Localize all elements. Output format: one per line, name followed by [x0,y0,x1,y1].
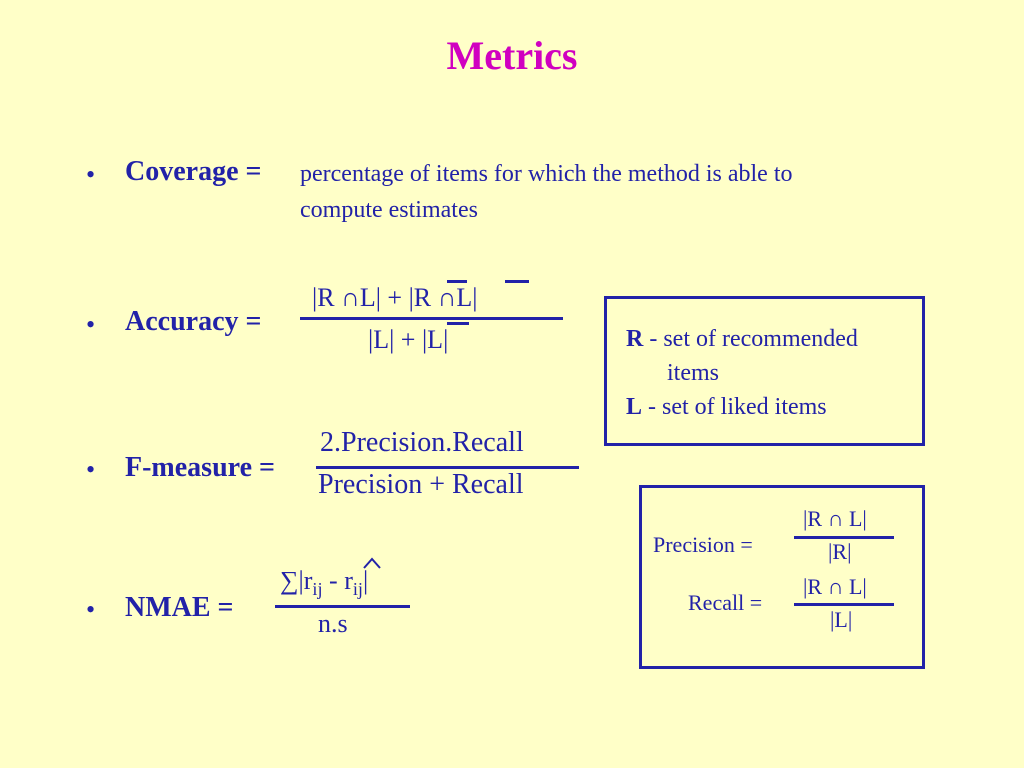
accuracy-denominator: |L| + |L| [368,325,449,354]
r-complement: R [413,283,432,312]
nmae-denominator: n.s [318,609,348,638]
accuracy-numerator: |R ∩L| + |R ∩L| [312,283,478,312]
overline-l-num [505,280,529,283]
recall-label: Recall = [688,590,763,615]
legend-r-line: R - set of recommended [626,326,858,352]
nmae-term: NMAE = [125,592,234,623]
coverage-desc-line2: compute estimates [300,197,478,223]
recall-denominator: |L| [830,607,853,632]
legend-r-line2: items [667,360,719,386]
bullet-accuracy: • [86,310,96,339]
hat-accent-icon [362,556,382,570]
fmeasure-denominator: Precision + Recall [318,469,524,500]
nmae-numerator: $\sum|r_{ij} - r_{ij}|$ [280,566,369,600]
precision-label: Precision = [653,532,753,557]
overline-l-den [447,322,469,325]
page-title: Metrics [446,33,578,78]
legend-box [604,296,925,446]
recall-fraction-bar [794,603,894,606]
precision-recall-box [639,485,925,669]
coverage-desc-line1: percentage of items for which the method is able to [300,161,793,187]
precision-denominator: |R| [828,539,852,564]
bullet-coverage: • [86,160,96,189]
bullet-fmeasure: • [86,455,96,484]
legend-l-line: L - set of liked items [626,394,827,420]
fmeasure-term: F-measure = [125,452,275,483]
nmae-fraction-bar [275,605,410,608]
coverage-term: Coverage = [125,156,262,187]
accuracy-fraction-bar [300,317,563,320]
recall-numerator: |R ∩ L| [803,574,867,599]
overline-r [447,280,467,283]
precision-numerator: |R ∩ L| [803,506,867,531]
accuracy-term: Accuracy = [125,306,262,337]
bullet-nmae: • [86,595,96,624]
fmeasure-numerator: 2.Precision.Recall [320,427,524,458]
